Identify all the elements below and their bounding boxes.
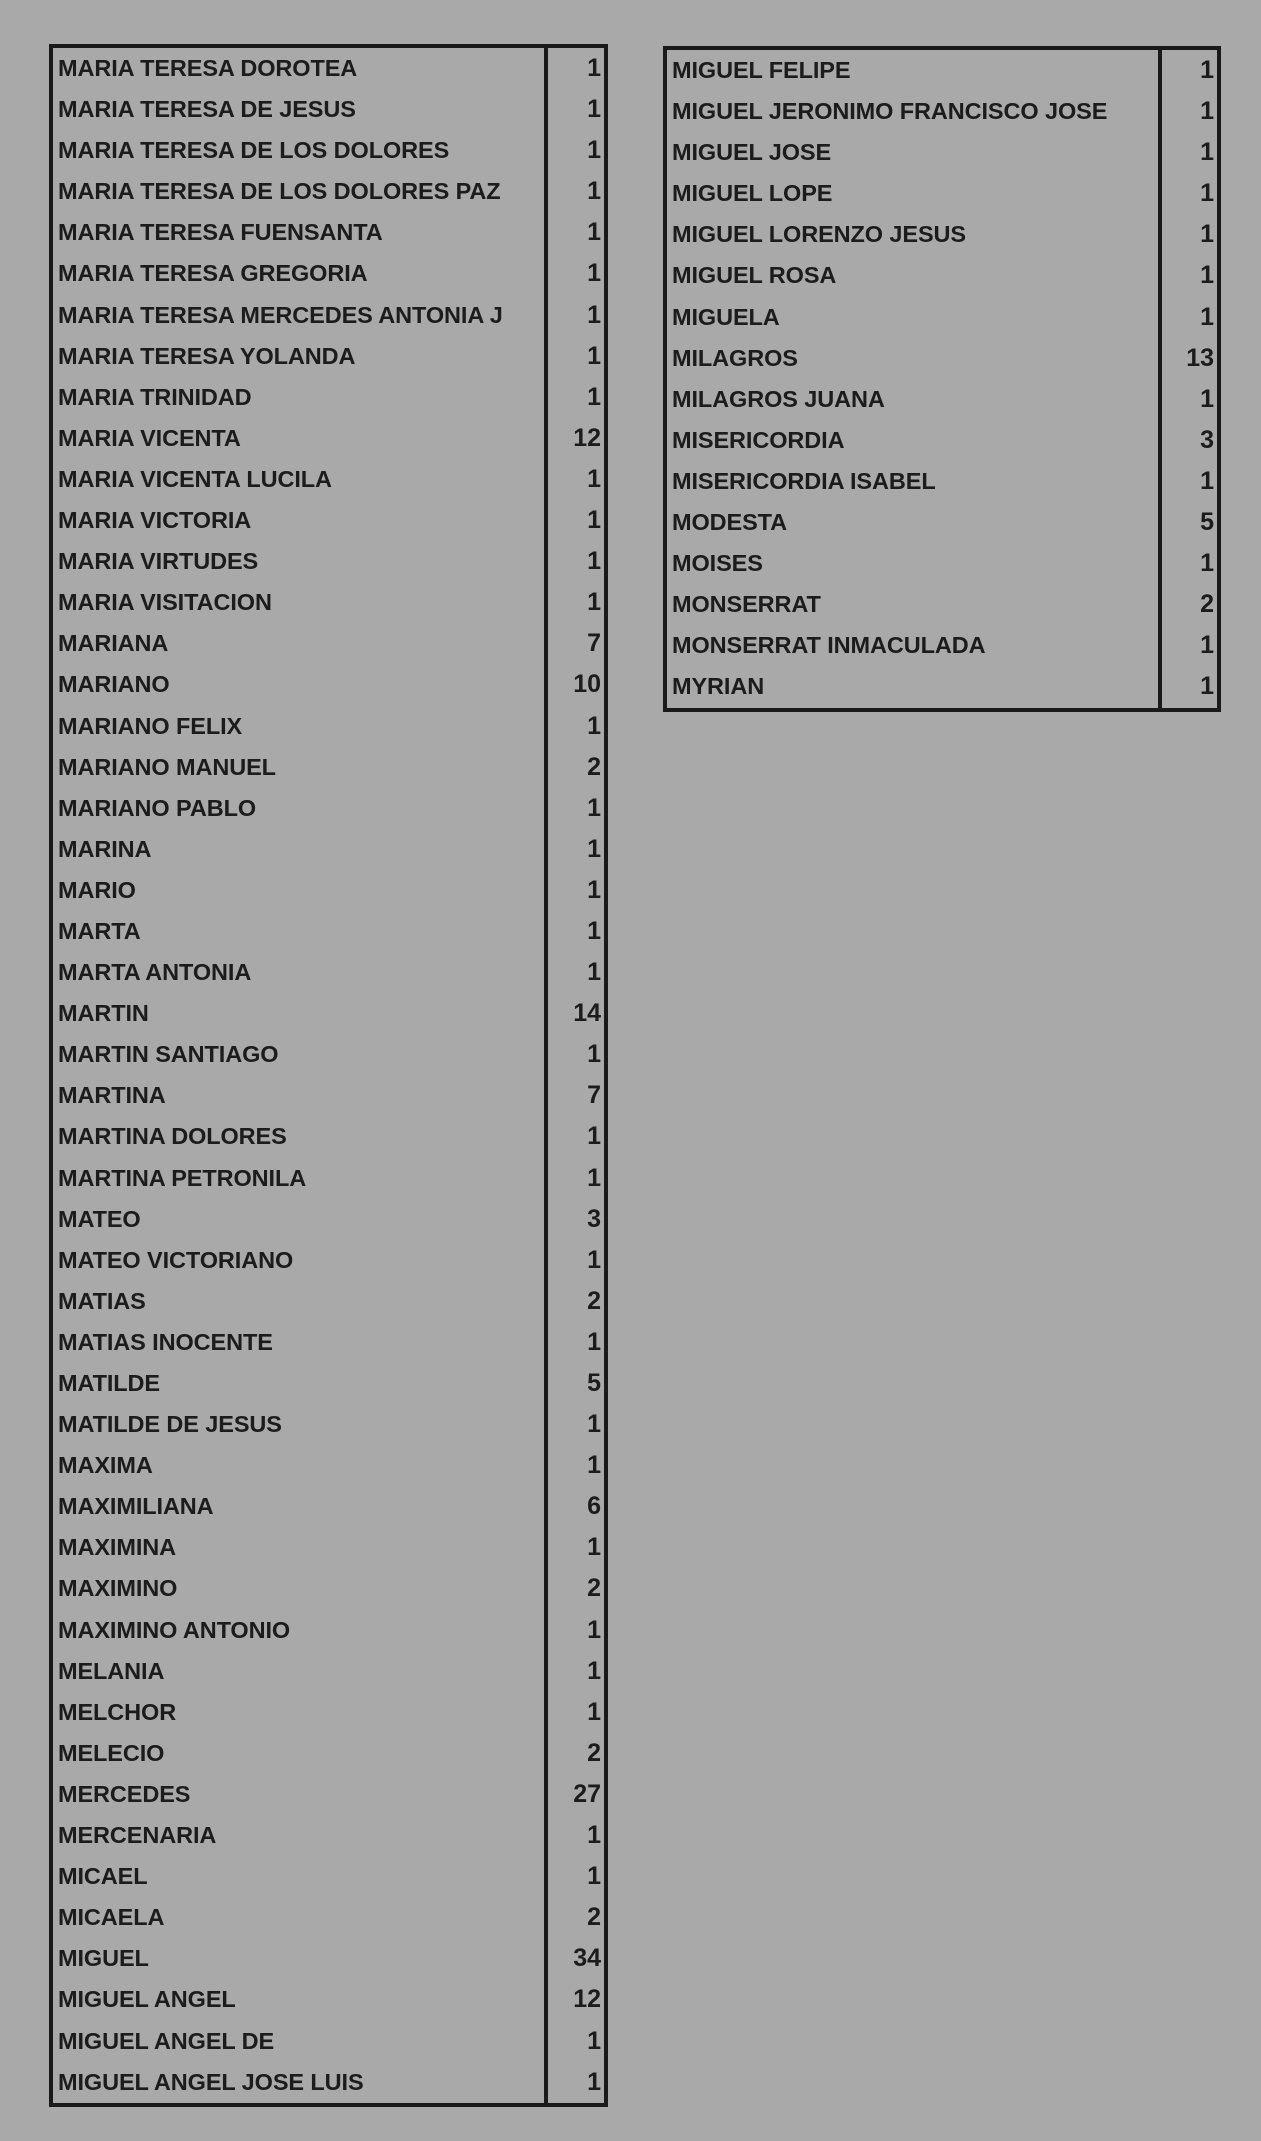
table-row [667,173,1217,214]
table-row [53,2021,604,2062]
name-cell: MICAELA [58,1904,165,1931]
name-cell: MARIA VICENTA [58,424,241,451]
count-cell: 2 [587,1903,601,1932]
name-cell: MISERICORDIA [672,426,845,453]
count-cell: 12 [573,423,601,452]
count-cell: 1 [587,54,601,82]
name-cell: MYRIAN [672,673,765,700]
count-cell: 2 [587,752,601,781]
count-cell: 1 [587,464,601,493]
name-cell: MATEO [58,1205,141,1232]
name-cell: MIGUEL ROSA [672,262,837,289]
table-row [53,459,604,500]
name-cell: MAXIMILIANA [58,1493,214,1520]
name-cell: MIGUELA [672,303,780,330]
name-cell: MATIAS INOCENTE [58,1328,273,1355]
table-row [53,870,604,911]
table-body [53,48,604,2103]
count-cell: 2 [587,1286,601,1315]
name-cell: MELCHOR [58,1698,177,1725]
table-row [667,255,1217,296]
name-cell: MARIA TERESA DOROTEA [58,55,358,81]
count-cell: 1 [587,259,601,288]
name-cell: MARTINA PETRONILA [58,1164,307,1191]
count-cell: 1 [587,177,601,206]
count-cell: 34 [573,1944,601,1973]
count-cell: 1 [587,958,601,987]
table-row [667,625,1217,666]
table-row [53,1445,604,1486]
name-cell: MARIA VICTORIA [58,507,252,534]
table-row [53,664,604,705]
count-cell: 1 [587,916,601,945]
count-cell: 1 [1200,672,1214,701]
name-cell: MIGUEL JERONIMO FRANCISCO JOSE [672,98,1108,125]
table-row [53,1116,604,1157]
table-row [53,295,604,336]
name-cell: MICAEL [58,1863,148,1890]
table-row [53,1651,604,1692]
name-cell: MODESTA [672,509,788,536]
table-row [53,1568,604,1609]
name-cell: MARIO [58,876,136,903]
table-row [53,1815,604,1856]
count-cell: 1 [1200,56,1214,84]
names-table-right [663,46,1221,712]
count-cell: 1 [1200,384,1214,413]
count-cell: 1 [587,1410,601,1439]
table-row [53,952,604,993]
name-cell: MONSERRAT [672,591,821,618]
name-cell: MIGUEL ANGEL DE [58,2027,275,2054]
count-cell: 1 [587,793,601,822]
count-cell: 1 [587,1163,601,1192]
count-cell: 1 [1200,631,1214,660]
count-cell: 1 [1200,261,1214,290]
name-cell: MARIA TERESA YOLANDA [58,342,356,369]
name-cell: MARIA TERESA DE LOS DOLORES PAZ [58,178,501,205]
name-cell: MARIA VISITACION [58,589,272,616]
name-cell: MARIA TERESA FUENSANTA [58,219,383,246]
count-cell: 5 [587,1369,601,1397]
name-cell: MILAGROS [672,344,798,371]
table-row [53,1897,604,1938]
table-row [53,500,604,541]
name-cell: MARIA TRINIDAD [58,383,252,410]
name-cell: MARIANA [58,630,169,657]
name-cell: MARIA VIRTUDES [58,548,259,575]
count-cell: 1 [1200,220,1214,249]
count-cell: 1 [587,341,601,370]
table-row [53,1404,604,1445]
count-cell: 1 [587,506,601,535]
table-row [53,253,604,294]
table-row [53,1856,604,1897]
count-cell: 1 [587,547,601,576]
table-row [53,418,604,459]
count-cell: 2 [587,1738,601,1767]
table-row [53,1979,604,2020]
table-row [667,584,1217,625]
table-row [53,2062,604,2103]
count-cell: 1 [587,1451,601,1480]
count-cell: 13 [1186,343,1214,372]
table-row [53,993,604,1034]
count-cell: 1 [1200,97,1214,126]
table-row [53,1034,604,1075]
count-cell: 1 [587,382,601,411]
name-cell: MOISES [672,550,763,577]
name-cell: MARTIN SANTIAGO [58,1041,279,1068]
count-cell: 1 [587,95,601,124]
count-cell: 1 [587,218,601,247]
count-cell: 1 [1200,466,1214,495]
name-cell: MELECIO [58,1739,165,1766]
table-row [53,1527,604,1568]
name-cell: MONSERRAT INMACULADA [672,632,986,659]
table-row [667,379,1217,420]
table-row [53,1733,604,1774]
table-row [53,336,604,377]
table-row [53,1363,604,1404]
name-cell: MARIANO FELIX [58,712,243,739]
count-cell: 1 [587,1245,601,1274]
table-row [53,706,604,747]
table-row [53,1774,604,1815]
name-cell: MIGUEL [58,1945,149,1972]
name-cell: MILAGROS JUANA [672,385,885,412]
name-cell: MARIA TERESA DE JESUS [58,96,356,123]
count-cell: 1 [587,136,601,165]
count-cell: 6 [587,1492,601,1521]
name-cell: MAXIMINO ANTONIO [58,1616,291,1643]
count-cell: 1 [587,711,601,740]
name-cell: MIGUEL FELIPE [672,57,851,83]
count-cell: 1 [1200,302,1214,331]
count-cell: 1 [587,588,601,617]
table-row [53,1199,604,1240]
table-row [667,502,1217,543]
table-row [53,1938,604,1979]
name-cell: MISERICORDIA ISABEL [672,467,936,494]
name-cell: MIGUEL ANGEL JOSE LUIS [58,2068,364,2095]
count-cell: 1 [587,1656,601,1685]
name-cell: MARINA [58,835,152,862]
count-cell: 1 [587,1122,601,1151]
name-cell: MIGUEL LORENZO JESUS [672,221,966,248]
count-cell: 7 [587,629,601,658]
table-row [667,461,1217,502]
name-cell: MARTIN [58,1000,149,1027]
count-cell: 27 [573,1779,601,1808]
count-cell: 1 [1200,138,1214,167]
table-row [53,1322,604,1363]
count-cell: 1 [587,1327,601,1356]
table-row [53,1075,604,1116]
table-row [53,829,604,870]
table-row [53,911,604,952]
count-cell: 1 [587,834,601,863]
table-row [53,788,604,829]
table-body [667,50,1217,708]
count-cell: 5 [1200,508,1214,537]
name-cell: MIGUEL LOPE [672,180,833,207]
count-cell: 3 [587,1204,601,1233]
count-cell: 1 [587,2026,601,2055]
count-cell: 1 [587,2067,601,2096]
names-table-left [49,44,608,2107]
table-row [53,171,604,212]
name-cell: MARTA [58,917,141,944]
count-cell: 1 [587,1615,601,1644]
count-cell: 3 [1200,425,1214,454]
table-row [667,666,1217,707]
name-cell: MARTINA [58,1082,166,1109]
table-row [53,1610,604,1651]
name-cell: MATILDE DE JESUS [58,1411,282,1438]
count-cell: 1 [587,1697,601,1726]
name-cell: MARTA ANTONIA [58,959,252,986]
name-cell: MARTINA DOLORES [58,1123,287,1150]
count-cell: 2 [1200,590,1214,619]
name-cell: MELANIA [58,1657,165,1684]
table-row [53,1692,604,1733]
name-cell: MATEO VICTORIANO [58,1246,294,1273]
count-cell: 7 [587,1081,601,1110]
count-cell: 1 [587,875,601,904]
table-row [53,1240,604,1281]
table-row [53,582,604,623]
name-cell: MARIA TERESA GREGORIA [58,260,368,287]
count-cell: 1 [587,1040,601,1069]
table-row [53,212,604,253]
table-row [53,1158,604,1199]
name-cell: MIGUEL ANGEL [58,1986,236,2013]
count-cell: 1 [587,1862,601,1891]
table-row [53,1486,604,1527]
name-cell: MAXIMINO [58,1575,178,1602]
table-row [53,623,604,664]
table-row [667,297,1217,338]
name-cell: MAXIMA [58,1452,153,1479]
count-cell: 12 [573,1985,601,2014]
table-row [53,747,604,788]
name-cell: MERCENARIA [58,1822,217,1849]
name-cell: MERCEDES [58,1780,191,1807]
name-cell: MARIA TERESA DE LOS DOLORES [58,137,450,164]
name-cell: MARIA TERESA MERCEDES ANTONIA J [58,301,503,328]
table-row [53,541,604,582]
count-cell: 1 [587,300,601,329]
table-row [667,91,1217,132]
count-cell: 14 [573,999,601,1028]
name-cell: MIGUEL JOSE [672,139,832,166]
table-row [53,1281,604,1322]
table-row [53,130,604,171]
count-cell: 2 [587,1574,601,1603]
count-cell: 1 [1200,549,1214,578]
table-row [667,420,1217,461]
table-row [667,543,1217,584]
table-row [53,48,604,89]
name-cell: MARIANO PABLO [58,794,257,821]
table-row [667,214,1217,255]
count-cell: 1 [1200,179,1214,208]
count-cell: 10 [573,670,601,699]
table-row [53,89,604,130]
name-cell: MAXIMINA [58,1534,176,1561]
name-cell: MARIANO [58,671,170,698]
table-row [53,377,604,418]
table-row [667,50,1217,91]
name-cell: MATIAS [58,1287,146,1314]
name-cell: MATILDE [58,1370,160,1396]
name-cell: MARIA VICENTA LUCILA [58,465,332,492]
table-row [667,132,1217,173]
count-cell: 1 [587,1821,601,1850]
name-cell: MARIANO MANUEL [58,753,276,780]
table-row [667,338,1217,379]
count-cell: 1 [587,1533,601,1562]
